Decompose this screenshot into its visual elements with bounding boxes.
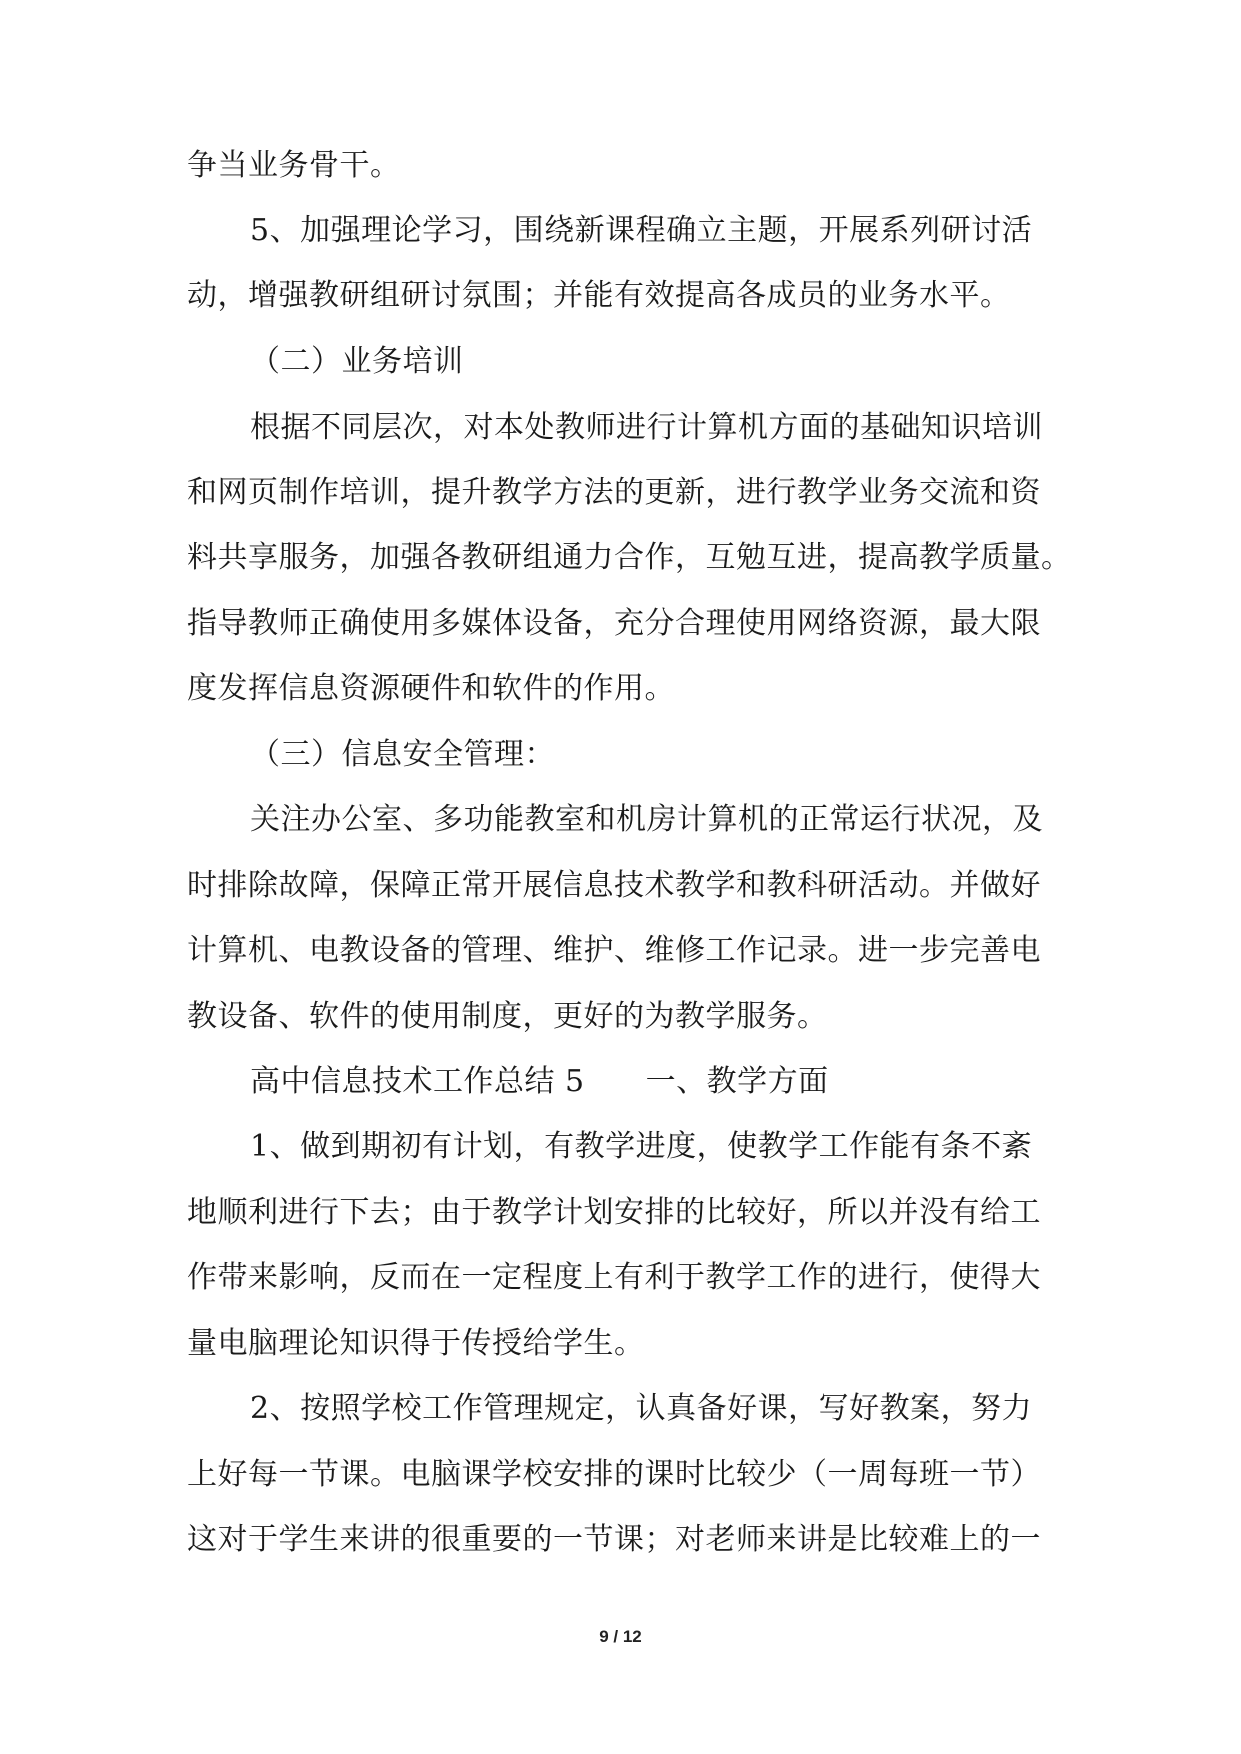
text-line: 和网页制作培训，提升教学方法的更新，进行教学业务交流和资	[187, 475, 1041, 510]
text-line: 争当业务骨干。	[187, 148, 401, 183]
text-line: 度发挥信息资源硬件和软件的作用。	[187, 671, 675, 706]
text-line: 计算机、电教设备的管理、维护、维修工作记录。进一步完善电	[187, 933, 1041, 968]
page-number: 9 / 12	[599, 1627, 642, 1646]
text-line: 作带来影响，反而在一定程度上有利于教学工作的进行，使得大	[187, 1260, 1041, 1295]
summary-title-line: 高中信息技术工作总结 5 一、教学方面	[250, 1064, 829, 1099]
text-line: 这对于学生来讲的很重要的一节课；对老师来讲是比较难上的一	[187, 1522, 1041, 1557]
paragraph-5-line-1: 5、加强理论学习，围绕新课程确立主题，开展系列研讨活	[250, 213, 1033, 248]
text-line: 时排除故障，保障正常开展信息技术教学和教科研活动。并做好	[187, 868, 1041, 903]
teaching-point-1-line-1: 1、做到期初有计划，有教学进度，使教学工作能有条不紊	[250, 1129, 1033, 1164]
text-line: 教设备、软件的使用制度，更好的为教学服务。	[187, 999, 828, 1034]
text-line: 料共享服务，加强各教研组通力合作，互勉互进，提高教学质量。	[187, 540, 1072, 575]
section-heading-business-training: （二）业务培训	[250, 344, 464, 379]
text-line: 地顺利进行下去；由于教学计划安排的比较好，所以并没有给工	[187, 1195, 1041, 1230]
text-line: 指导教师正确使用多媒体设备，充分合理使用网络资源，最大限	[187, 606, 1041, 641]
text-line: 上好每一节课。电脑课学校安排的课时比较少（一周每班一节）	[187, 1457, 1041, 1492]
training-paragraph-line-1: 根据不同层次，对本处教师进行计算机方面的基础知识培训	[250, 410, 1043, 445]
teaching-point-2-line-1: 2、按照学校工作管理规定，认真备好课，写好教案，努力	[250, 1391, 1033, 1426]
section-heading-security: （三）信息安全管理：	[250, 737, 555, 772]
text-line: 量电脑理论知识得于传授给学生。	[187, 1326, 645, 1361]
text-line: 动，增强教研组研讨氛围；并能有效提高各成员的业务水平。	[187, 278, 1011, 313]
security-paragraph-line-1: 关注办公室、多功能教室和机房计算机的正常运行状况，及	[250, 802, 1043, 837]
